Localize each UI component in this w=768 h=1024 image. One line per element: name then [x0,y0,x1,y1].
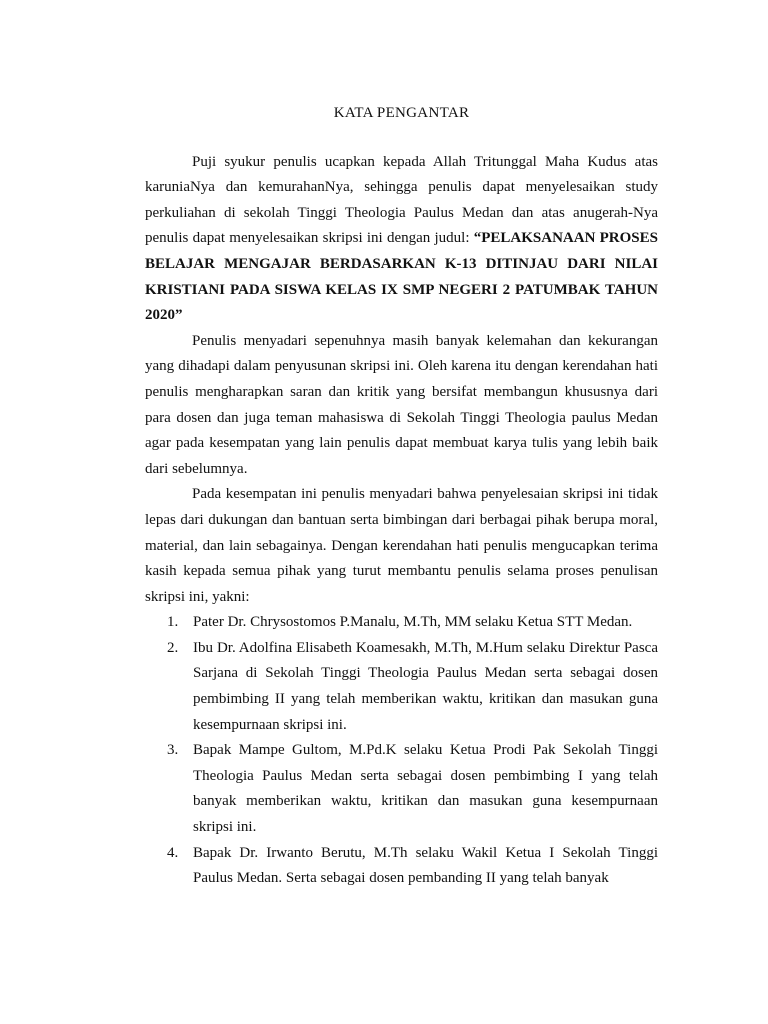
paragraph-limitations: Penulis menyadari sepenuhnya masih banyak kelemahan dan kekurangan yang dihadapi dalam penyusunan skripsi ini. Oleh karena itu dengan kerendahan hati penulis mengharapkan saran dan kritik yang bersifat membangun khususnya dari para dosen dan juga teman mahasiswa di Sekolah Tinggi Theologia paulus Medan agar pada kesempatan yang lain penulis dapat membuat karya tulis yang lebih baik dari sebelumnya. [145,332,658,477]
list-item-number: 3. [167,742,179,759]
list-item-number: 2. [167,639,179,656]
list-item [145,636,658,738]
list-item-text: Bapak Dr. Irwanto Berutu, M.Th selaku Wakil Ketua I Sekolah Tinggi Paulus Medan. Serta sebagai dosen pembanding II yang telah banyak [193,844,658,887]
list-item-number: 1. [167,614,179,631]
intro-paragraph [145,150,658,329]
intro-text: Puji syukur penulis ucapkan kepada Allah Tritunggal Maha Kudus atas karuniaNya dan kemurahanNya, sehingga penulis dapat menyelesaikan study perkuliahan di sekolah Tinggi Theologia Paulus Medan dan atas anugerah-Nya penulis dapat menyelesaikan skripsi ini dengan judul: [145,153,658,247]
list-item-text: Ibu Dr. Adolfina Elisabeth Koamesakh, M.Th, M.Hum selaku Direktur Pasca Sarjana di Sekolah Tinggi Theologia Paulus Medan serta sebagai dosen pembimbing II yang telah memberikan waktu, kritikan dan masukan guna kesempurnaan skripsi ini. [193,639,658,733]
list-item [145,610,658,636]
paragraph-gratitude: Pada kesempatan ini penulis menyadari bahwa penyelesaian skripsi ini tidak lepas dari dukungan dan bantuan serta bimbingan dari berbagai pihak berupa moral, material, dan lain sebagainya. Dengan kerendahan hati penulis mengucapkan terima kasih kepada semua pihak yang turut membantu penulis selama proses penulisan skripsi ini, yakni: [145,486,658,605]
list-item-text: Bapak Mampe Gultom, M.Pd.K selaku Ketua Prodi Pak Sekolah Tinggi Theologia Paulus Medan serta sebagai dosen pembimbing I yang telah banyak memberikan waktu, kritikan dan masukan guna kesempurnaan skripsi ini. [193,742,658,836]
list-item [145,841,658,892]
thesis-title: “PELAKSANAAN PROSES BELAJAR MENGAJAR BERDASARKAN K-13 DITINJAU DARI NILAI KRISTIANI PADA SISWA KELAS IX SMP NEGERI 2 PATUMBAK TAHUN 2020” [145,230,658,324]
list-item-text: Pater Dr. Chrysostomos P.Manalu, M.Th, MM selaku Ketua STT Medan. [193,614,633,631]
acknowledgement-list [145,610,658,892]
list-item-number: 4. [167,844,179,861]
list-item [145,738,658,840]
page-title: KATA PENGANTAR [333,105,470,121]
